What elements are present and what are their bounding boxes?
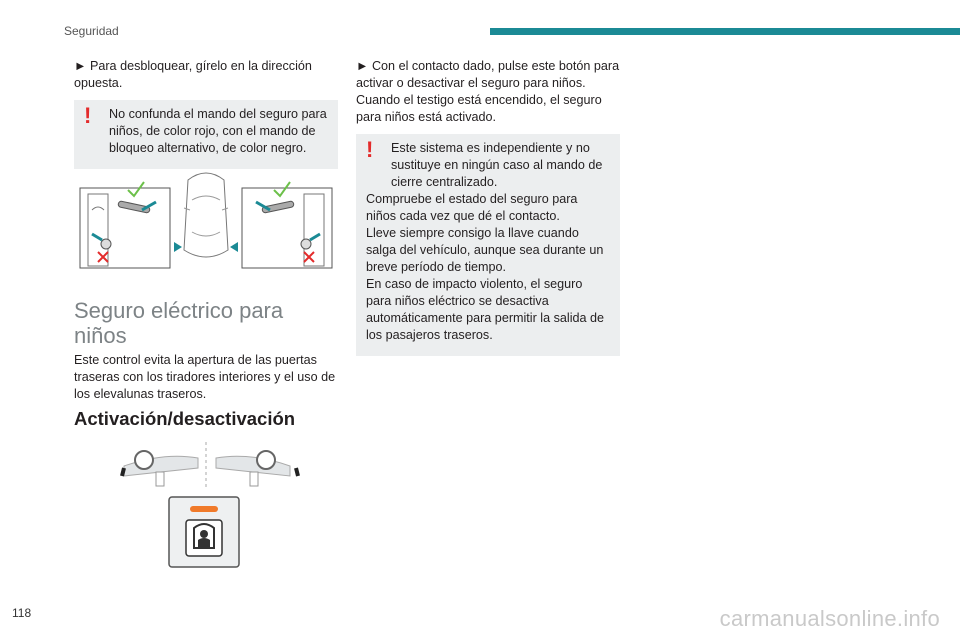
warning-text: No confunda el mando del seguro para niños, de color rojo, con el mando de bloqueo alternativo, de color negro. [109,107,327,155]
warning-text-key: Lleve siempre consigo la llave cuando salga del vehículo, aunque sea durante un breve período de tiempo. [366,226,604,274]
child-lock-icon [186,520,222,556]
watermark: carmanualsonline.info [719,606,940,631]
warning-box-system [356,134,620,356]
exclamation-icon: ! [84,103,92,128]
button-instruction: ► Con el contacto dado, pulse este botón para activar o desactivar el seguro para niños. Cuando el testigo está encendido, el seguro para niños está activado. [356,59,620,124]
column-left [74,58,338,169]
subsection-title: Activación/desactivación [74,408,296,429]
section-description: Este control evita la apertura de las puertas traseras con los tiradores interiores y el uso de los elevalunas traseros. [74,353,336,401]
warning-text-impact: En caso de impacto violento, el seguro para niños eléctrico se desactiva automáticamente para permitir la salida de los pasajeros traseros. [366,277,605,342]
unlock-instruction: ► Para desbloquear, gírelo en la dirección opuesta. [74,59,312,90]
warning-text-check: Compruebe el estado del seguro para niños cada vez que dé el contacto. [366,192,578,223]
header-accent-bar [490,28,960,35]
page-number: 118 [12,606,32,620]
column-right [356,58,620,356]
warning-box-color [74,100,338,169]
door-lock-illustration [78,170,334,270]
header-section-title: Seguridad [64,24,119,38]
exclamation-icon: ! [366,137,374,162]
dashboard-illustration [120,440,300,492]
child-lock-button-illustration [168,496,240,568]
car-top-icon [184,173,228,257]
warning-text-first: Este sistema es independiente y no sustituye en ningún caso al mando de cierre centralizado. [391,141,603,189]
section-title: Seguro eléctrico para niños [74,298,284,348]
